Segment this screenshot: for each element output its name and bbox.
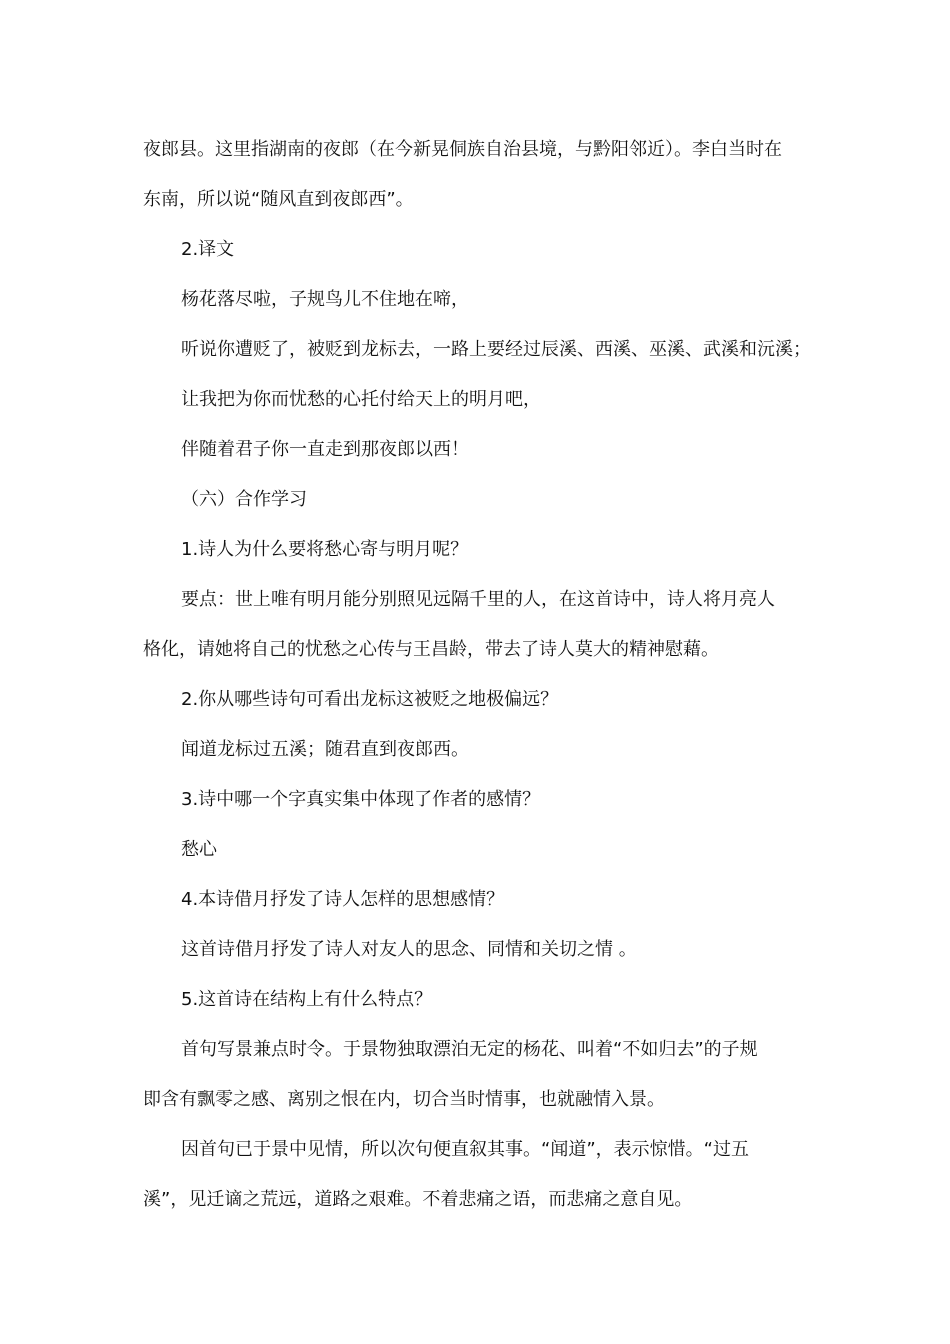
section-heading-translation: 2.译文 <box>181 239 235 260</box>
answer-5-line-1: 首句写景兼点时令。于景物独取漂泊无定的杨花、叫着“不如归去”的子规 <box>181 1039 758 1060</box>
text-line-1: 夜郎县。这里指湖南的夜郎（在今新晃侗族自治县境，与黔阳邻近）。李白当时在 <box>143 139 782 160</box>
answer-1-line-2: 格化，请她将自己的忧愁之心传与王昌龄，带去了诗人莫大的精神慰藉。 <box>143 639 719 660</box>
answer-5-line-3: 因首句已于景中见情，所以次句便直叙其事。“闻道”，表示惊惜。“过五 <box>181 1139 749 1160</box>
question-2: 2.你从哪些诗句可看出龙标这被贬之地极偏远？ <box>181 689 559 710</box>
translation-line-4: 伴随着君子你一直走到那夜郎以西！ <box>181 439 469 460</box>
question-1: 1.诗人为什么要将愁心寄与明月呢？ <box>181 539 469 560</box>
section-heading-cooperative-study: （六）合作学习 <box>181 489 307 510</box>
text-line-2: 东南，所以说“随风直到夜郎西”。 <box>143 189 414 210</box>
question-3: 3.诗中哪一个字真实集中体现了作者的感情？ <box>181 789 541 810</box>
question-5: 5.这首诗在结构上有什么特点？ <box>181 989 433 1010</box>
translation-line-2: 听说你遭贬了，被贬到龙标去，一路上要经过辰溪、西溪、巫溪、武溪和沅溪； <box>181 339 811 360</box>
question-4: 4.本诗借月抒发了诗人怎样的思想感情？ <box>181 889 505 910</box>
answer-2: 闻道龙标过五溪；随君直到夜郎西。 <box>181 739 469 760</box>
answer-3: 愁心 <box>181 839 217 860</box>
answer-4: 这首诗借月抒发了诗人对友人的思念、同情和关切之情 。 <box>181 939 637 960</box>
translation-line-3: 让我把为你而忧愁的心托付给天上的明月吧， <box>181 389 541 410</box>
answer-1-line-1: 要点：世上唯有明月能分别照见远隔千里的人，在这首诗中，诗人将月亮人 <box>181 589 775 610</box>
translation-line-1: 杨花落尽啦，子规鸟儿不住地在啼， <box>181 289 469 310</box>
answer-5-line-2: 即含有飘零之感、离别之恨在内，切合当时情事，也就融情入景。 <box>143 1089 665 1110</box>
answer-5-line-4: 溪”，见迁谪之荒远，道路之艰难。不着悲痛之语，而悲痛之意自见。 <box>143 1189 693 1210</box>
